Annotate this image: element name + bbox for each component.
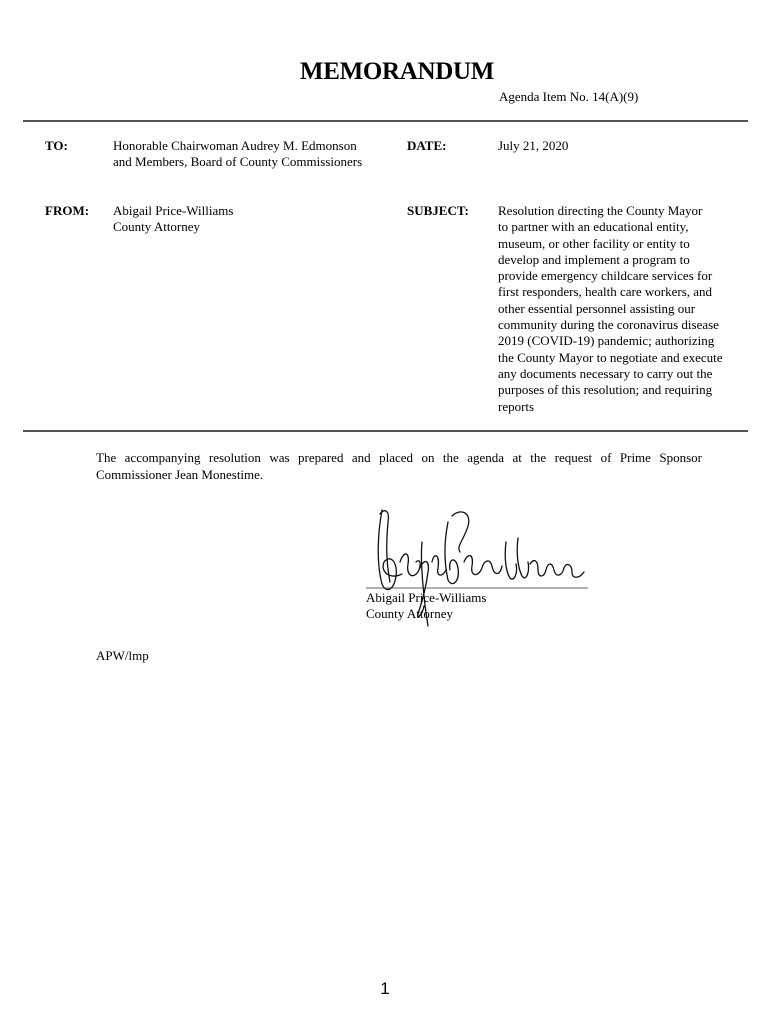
subject-line: museum, or other facility or entity to bbox=[498, 235, 690, 251]
to-label: TO: bbox=[45, 138, 68, 153]
from-label: FROM: bbox=[45, 203, 90, 218]
subject-line: Resolution directing the County Mayor bbox=[498, 203, 703, 218]
signer-name: Abigail Price-Williams bbox=[366, 590, 487, 605]
subject-line: reports bbox=[498, 398, 535, 414]
agenda-item-number: Agenda Item No. 14(A)(9) bbox=[499, 89, 639, 104]
subject-label: SUBJECT: bbox=[407, 203, 469, 218]
signature-block bbox=[366, 590, 486, 622]
to-recipient bbox=[113, 138, 362, 171]
subject-text bbox=[498, 203, 748, 415]
header-top-rule bbox=[23, 120, 748, 122]
to-line-2: and Members, Board of County Commissioners bbox=[113, 154, 363, 170]
from-line-2: County Attorney bbox=[113, 219, 201, 235]
subject-line: the County Mayor to negotiate and execute bbox=[498, 349, 723, 365]
signer-title: County Attorney bbox=[366, 606, 454, 621]
date-value: July 21, 2020 bbox=[498, 138, 569, 153]
from-sender bbox=[113, 203, 233, 236]
subject-line: provide emergency childcare services for bbox=[498, 268, 713, 284]
from-line-1: Abigail Price-Williams bbox=[113, 203, 234, 218]
page-number: 1 bbox=[380, 979, 390, 998]
subject-line: to partner with an educational entity, bbox=[498, 219, 689, 235]
body-paragraph: The accompanying resolution was prepared and placed on the agenda at the request of Prime Sponsor Commissioner Jean Monestime. bbox=[96, 450, 702, 482]
subject-line: first responders, health care workers, and bbox=[498, 284, 713, 300]
memo-title: MEMORANDUM bbox=[299, 58, 495, 85]
date-label: DATE: bbox=[407, 138, 447, 153]
subject-line: any documents necessary to carry out the bbox=[498, 365, 713, 381]
subject-line: 2019 (COVID-19) pandemic; authorizing bbox=[498, 333, 715, 349]
subject-line: other essential personnel assisting our bbox=[498, 300, 696, 316]
header-bottom-rule bbox=[23, 430, 748, 432]
subject-line: community during the coronavirus disease bbox=[498, 317, 719, 333]
subject-line: purposes of this resolution; and requiring bbox=[498, 382, 713, 398]
typist-initials: APW/lmp bbox=[96, 648, 149, 663]
subject-line: develop and implement a program to bbox=[498, 251, 690, 267]
to-line-1: Honorable Chairwoman Audrey M. Edmonson bbox=[113, 138, 357, 153]
